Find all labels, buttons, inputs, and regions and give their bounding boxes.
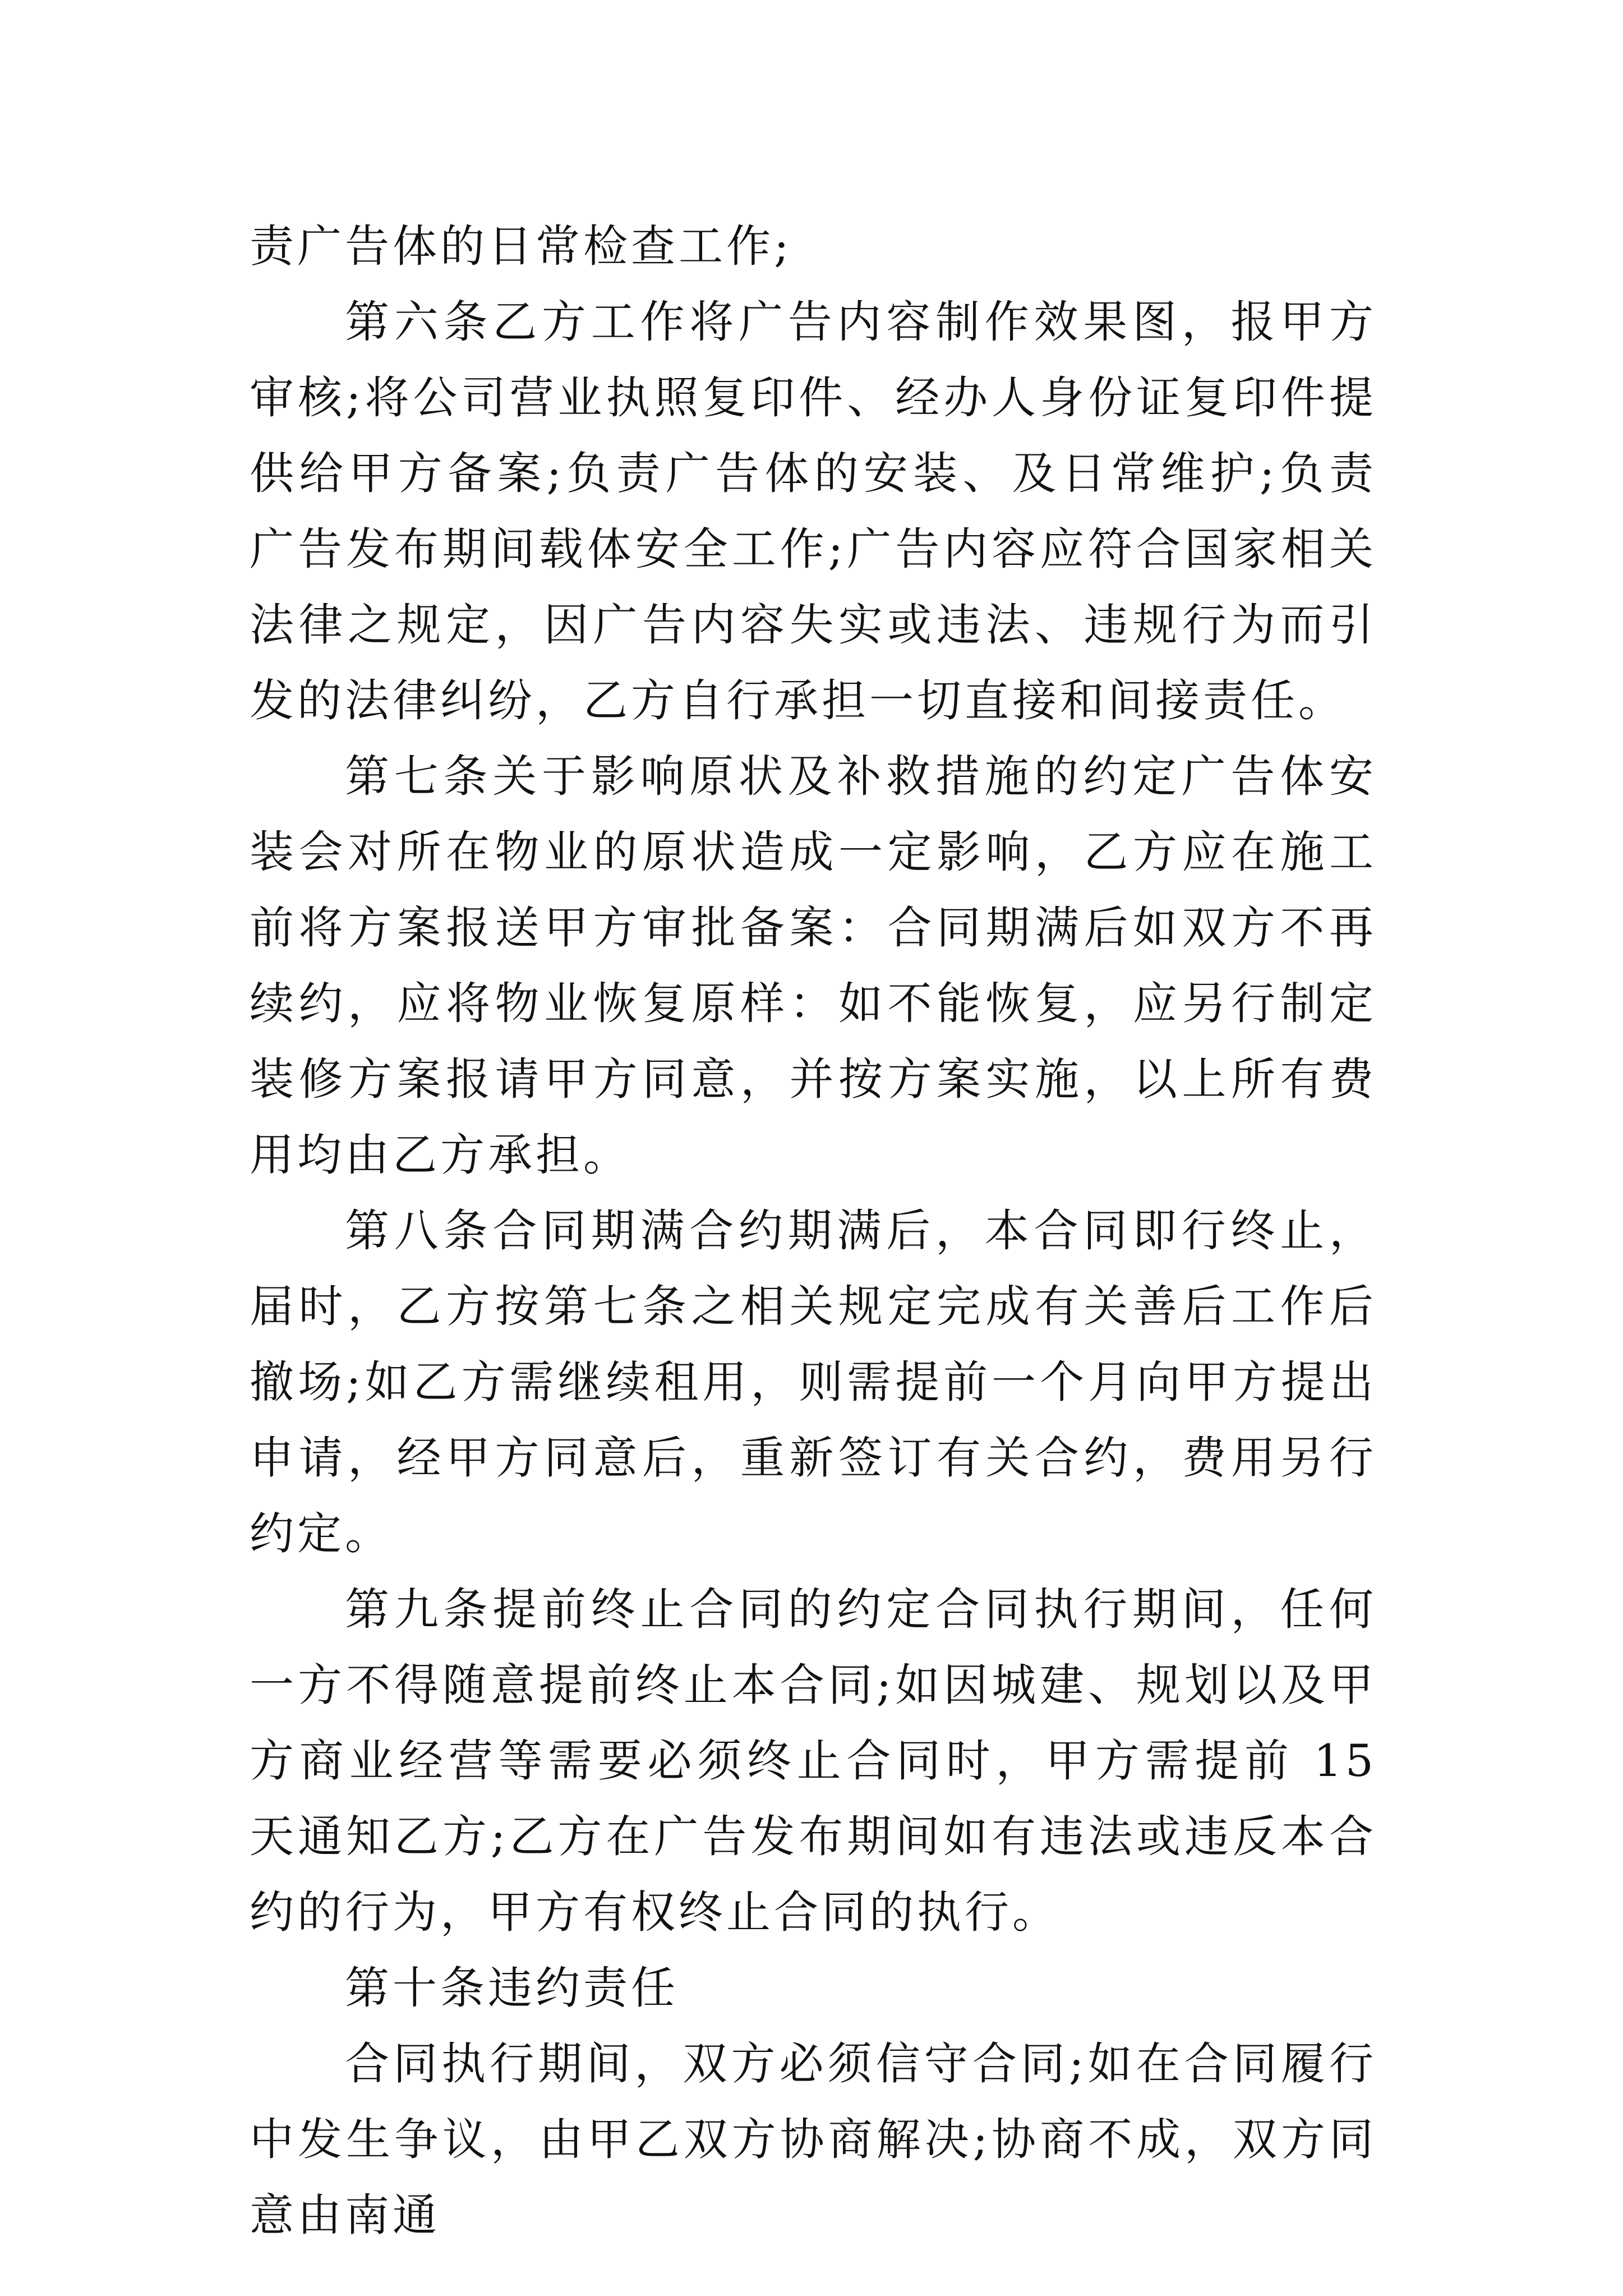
paragraph-continuation: 责广告体的日常检查工作; bbox=[250, 220, 792, 272]
paragraph-article-9: 第九条提前终止合同的约定合同执行期间，任何一方不得随意提前终止本合同;如因城建、规划以及甲方商业经营等需要必须终止合同时，甲方需提前 15 天通知乙方;乙方在广告发布期间如有违法或违反本合约的行为，甲方有权终止合同的执行。 bbox=[250, 1584, 1377, 1938]
document-body bbox=[250, 209, 1377, 2253]
paragraph-article-10-body: 合同执行期间，双方必须信守合同;如在合同履行中发生争议，由甲乙双方协商解决;协商不成，双方同意由南通 bbox=[250, 2038, 1377, 2241]
paragraph-article-6: 第六条乙方工作将广告内容制作效果图，报甲方审核;将公司营业执照复印件、经办人身份证复印件提供给甲方备案;负责广告体的安装、及日常维护;负责广告发布期间载体安全工作;广告内容应符合国家相关法律之规定，因广告内容失实或违法、违规行为而引发的法律纠纷，乙方自行承担一切直接和间接责任。 bbox=[250, 296, 1377, 726]
paragraph-article-10-heading: 第十条违约责任 bbox=[345, 1962, 679, 2014]
paragraph-article-7: 第七条关于影响原状及补救措施的约定广告体安装会对所在物业的原状造成一定影响，乙方应在施工前将方案报送甲方审批备案：合同期满后如双方不再续约，应将物业恢复原样：如不能恢复，应另行制定装修方案报请甲方同意，并按方案实施，以上所有费用均由乙方承担。 bbox=[250, 751, 1377, 1181]
paragraph-article-8: 第八条合同期满合约期满后，本合同即行终止，届时，乙方按第七条之相关规定完成有关善后工作后撤场;如乙方需继续租用，则需提前一个月向甲方提出申请，经甲方同意后，重新签订有关合约，费用另行约定。 bbox=[250, 1205, 1377, 1559]
